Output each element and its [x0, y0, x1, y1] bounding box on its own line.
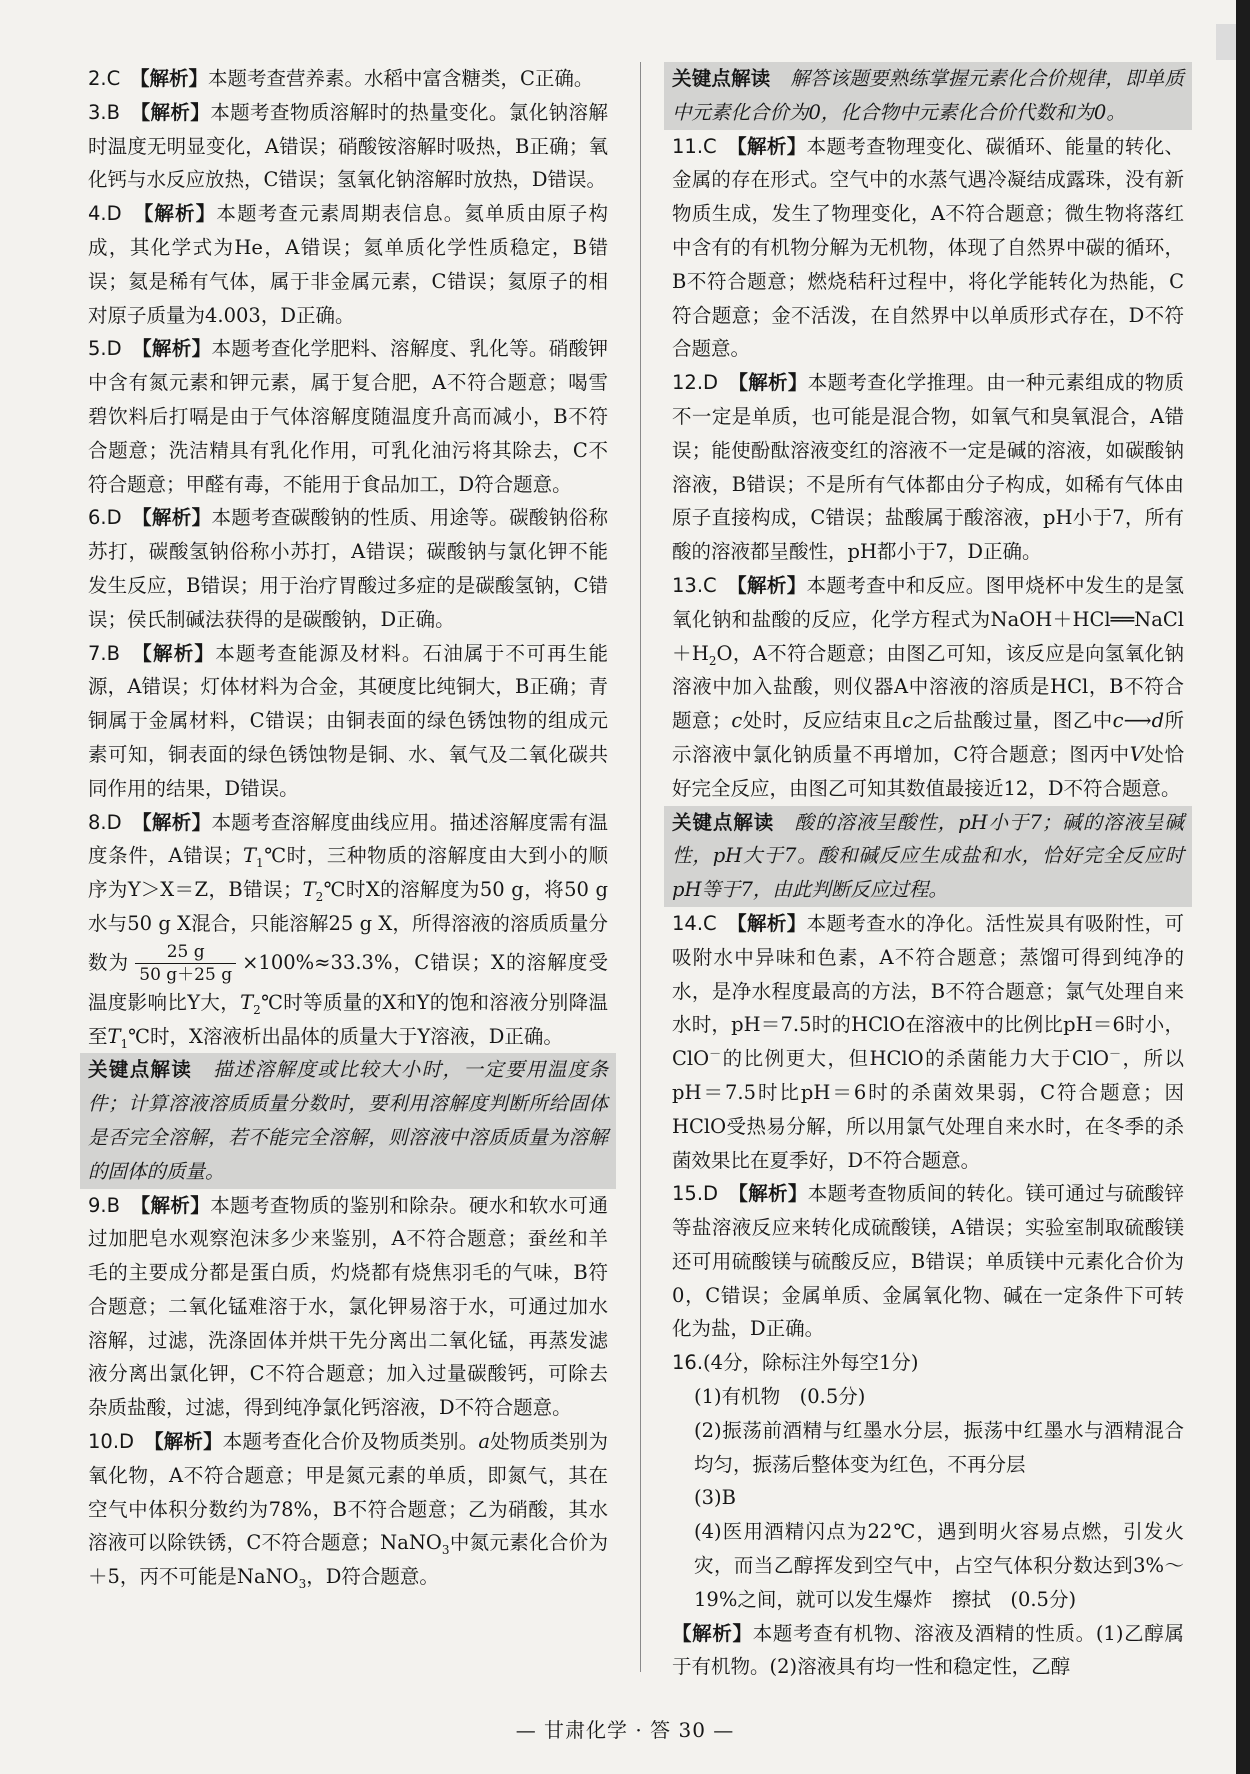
answer-16-4: (4)医用酒精闪点为22℃，遇到明火容易点燃，引发火灾，而当乙醇挥发到空气中，占空气体积分数达到3%～19%之间，就可以发生爆炸 擦拭 (0.5分): [694, 1520, 1184, 1611]
answer-16-1: (1)有机物 (0.5分): [694, 1385, 866, 1409]
key-point-box-3: 关键点解读 酸的溶液呈酸性，pH小于7；碱的溶液呈碱性，pH大于7。酸和碱反应生成盐和水，恰好完全反应时pH等于7，由此判断反应过程。: [664, 806, 1192, 907]
key-point-box-2: 关键点解读 解答该题要熟练掌握元素化合价规律，即单质中元素化合价为0，化合物中元素化合价代数和为0。: [664, 62, 1192, 130]
answer-12: 12.D 【解析】本题考查化学推理。由一种元素组成的物质不一定是单质，也可能是混合物，如氧气和臭氧混合，A错误；能使酚酞溶液变红的溶液不一定是碱的溶液，如碳酸钠溶液，B错误；不是所有气体都由分子构成，如稀有气体由原子直接构成，C错误；盐酸属于酸溶液，pH小于7，所有酸的溶液都呈酸性，pH都小于7，D正确。: [672, 371, 1184, 564]
left-column: [88, 62, 608, 1594]
mass-fraction: $\frac{25 g}{50 g+25 g}$: [135, 941, 236, 986]
page-edge-bar: [1236, 0, 1250, 1774]
answer-16-3: (3)B: [694, 1486, 736, 1510]
answer-4: 4.D 【解析】本题考查元素周期表信息。氦单质由原子构成，其化学式为He，A错误；氦单质化学性质稳定，B错误；氦是稀有气体，属于非金属元素，C错误；氦原子的相对原子质量为4.003，D正确。: [88, 202, 608, 327]
answer-13: 13.C 【解析】本题考查中和反应。图甲烧杯中发生的是氢氧化钠和盐酸的反应，化学方程式为$NaOH+HCl══NaCl+H_2O$，A不符合题意；由图乙可知，该反应是向氢氧化钠溶液中加入盐酸，则仪器A中溶液的溶质是HCl，B不符合题意；c处时，反应结束且c之后盐酸过量，图乙中c⟶d所示溶液中氯化钠质量不再增加，C符合题意；图丙中V处恰好完全反应，由图乙可知其数值最接近12，D不符合题意。: [672, 573, 1184, 800]
page-edge-tab: [1216, 24, 1236, 60]
page-footer: — 甘肃化学 · 答 30 —: [515, 1718, 735, 1742]
answer-8: 8.D 【解析】本题考查溶解度曲线应用。描述溶解度需有温度条件，A错误；$T_1℃$时，三种物质的溶解度由大到小的顺序为Y＞X＝Z，B错误；$T_2℃$时X的溶解度为50 g，将50 g水与50 g X混合，只能溶解25 g X，所得溶液的溶质质量分数为 $\frac{25 g}{50 g+25 g}$ ×100%≈33.3%，C错误；X的溶解度受温度影响比Y大，$T_2℃$时等质量的X和Y的饱和溶液分别降温至$T_1℃$时，X溶液析出晶体的质量大于Y溶液，D正确。: [88, 810, 608, 1051]
answer-16-2: (2)振荡前酒精与红墨水分层，振荡中红墨水与酒精混合均匀，振荡后整体变为红色，不再分层: [694, 1418, 1184, 1476]
answer-2: 2.C 【解析】本题考查营养素。水稻中富含糖类，C正确。: [88, 67, 594, 90]
answer-11: 11.C 【解析】本题考查物理变化、碳循环、能量的转化、金属的存在形式。空气中的水蒸气遇冷凝结成露珠，没有新物质生成，发生了物理变化，A不符合题意；微生物将落红中含有的有机物分解为无机物，体现了自然界中碳的循环，B不符合题意；燃烧秸秆过程中，将化学能转化为热能，C符合题意；金不活泼，在自然界中以单质形式存在，D不符合题意。: [672, 134, 1184, 361]
answer-9: 9.B 【解析】本题考查物质的鉴别和除杂。硬水和软水可通过加肥皂水观察泡沫多少来鉴别，A不符合题意；蚕丝和羊毛的主要成分都是蛋白质，灼烧都有烧焦羽毛的气味，B符合题意；二氧化锰难溶于水，氯化钾易溶于水，可通过加水溶解，过滤，洗涤固体并烘干先分离出二氧化锰，再蒸发滤液分离出氯化钾，C不符合题意；加入过量碳酸钙，可除去杂质盐酸，过滤，得到纯净氯化钙溶液，D不符合题意。: [88, 1193, 608, 1420]
answer-15: 15.D 【解析】本题考查物质间的转化。镁可通过与硫酸锌等盐溶液反应来转化成硫酸镁，A错误；实验室制取硫酸镁还可用硫酸镁与硫酸反应，B错误；单质镁中元素化合价为0，C错误；金属单质、金属氧化物、碱在一定条件下可转化为盐，D正确。: [672, 1182, 1184, 1341]
answer-7: 7.B 【解析】本题考查能源及材料。石油属于不可再生能源，A错误；灯体材料为合金，其硬度比纯铜大，B正确；青铜属于金属材料，C错误；由铜表面的绿色锈蚀物的组成元素可知，铜表面的绿色锈蚀物是铜、水、氧气及二氧化碳共同作用的结果，D错误。: [88, 641, 608, 800]
answer-5: 5.D 【解析】本题考查化学肥料、溶解度、乳化等。硝酸钾中含有氮元素和钾元素，属于复合肥，A不符合题意；喝雪碧饮料后打嗝是由于气体溶解度随温度升高而减小，B不符合题意；洗洁精具有乳化作用，可乳化油污将其除去，C不符合题意；甲醛有毒，不能用于食品加工，D符合题意。: [88, 337, 608, 496]
column-divider: [640, 62, 641, 1672]
right-column: [672, 62, 1184, 1684]
answer-3: 3.B 【解析】本题考查物质溶解时的热量变化。氯化钠溶解时温度无明显变化，A错误；硝酸铵溶解时吸热，B正确；氧化钙与水反应放热，C错误；氢氧化钠溶解时放热，D错误。: [88, 100, 608, 192]
key-point-box-1: 关键点解读 描述溶解度或比较大小时，一定要用温度条件；计算溶液溶质质量分数时，要利用溶解度判断所给固体是否完全溶解，若不能完全溶解，则溶液中溶质质量为溶解的固体的质量。: [80, 1053, 616, 1188]
answer-16-analysis: 【解析】本题考查有机物、溶液及酒精的性质。(1)乙醇属于有机物。(2)溶液具有均一性和稳定性，乙醇: [672, 1621, 1184, 1679]
answer-6: 6.D 【解析】本题考查碳酸钠的性质、用途等。碳酸钠俗称苏打，碳酸氢钠俗称小苏打，A错误；碳酸钠与氯化钾不能发生反应，B错误；用于治疗胃酸过多症的是碳酸氢钠，C错误；侯氏制碱法获得的是碳酸钠，D正确。: [88, 506, 608, 631]
answer-16-head: 16.(4分，除标注外每空1分): [672, 1351, 919, 1375]
answer-14: 14.C 【解析】本题考查水的净化。活性炭具有吸附性，可吸附水中异味和色素，A不符合题意；蒸馏可得到纯净的水，是净水程度最高的方法，B不符合题意；氯气处理自来水时，pH＝7.5时的HClO在溶液中的比例比pH＝6时小，ClO－的比例更大，但HClO的杀菌能力大于ClO－，所以pH＝7.5时比pH＝6时的杀菌效果弱，C符合题意；因HClO受热易分解，所以用氯气处理自来水时，在冬季的杀菌效果比在夏季好，D不符合题意。: [672, 911, 1184, 1172]
answer-10: 10.D 【解析】本题考查化合价及物质类别。a处物质类别为氧化物，A不符合题意；甲是氮元素的单质，即氮气，其在空气中体积分数约为78%，B不符合题意；乙为硝酸，其水溶液可以除铁锈，C不符合题意；NaNO$_3$中氮元素化合价为＋5，丙不可能是NaNO$_3$，D符合题意。: [88, 1430, 608, 1592]
